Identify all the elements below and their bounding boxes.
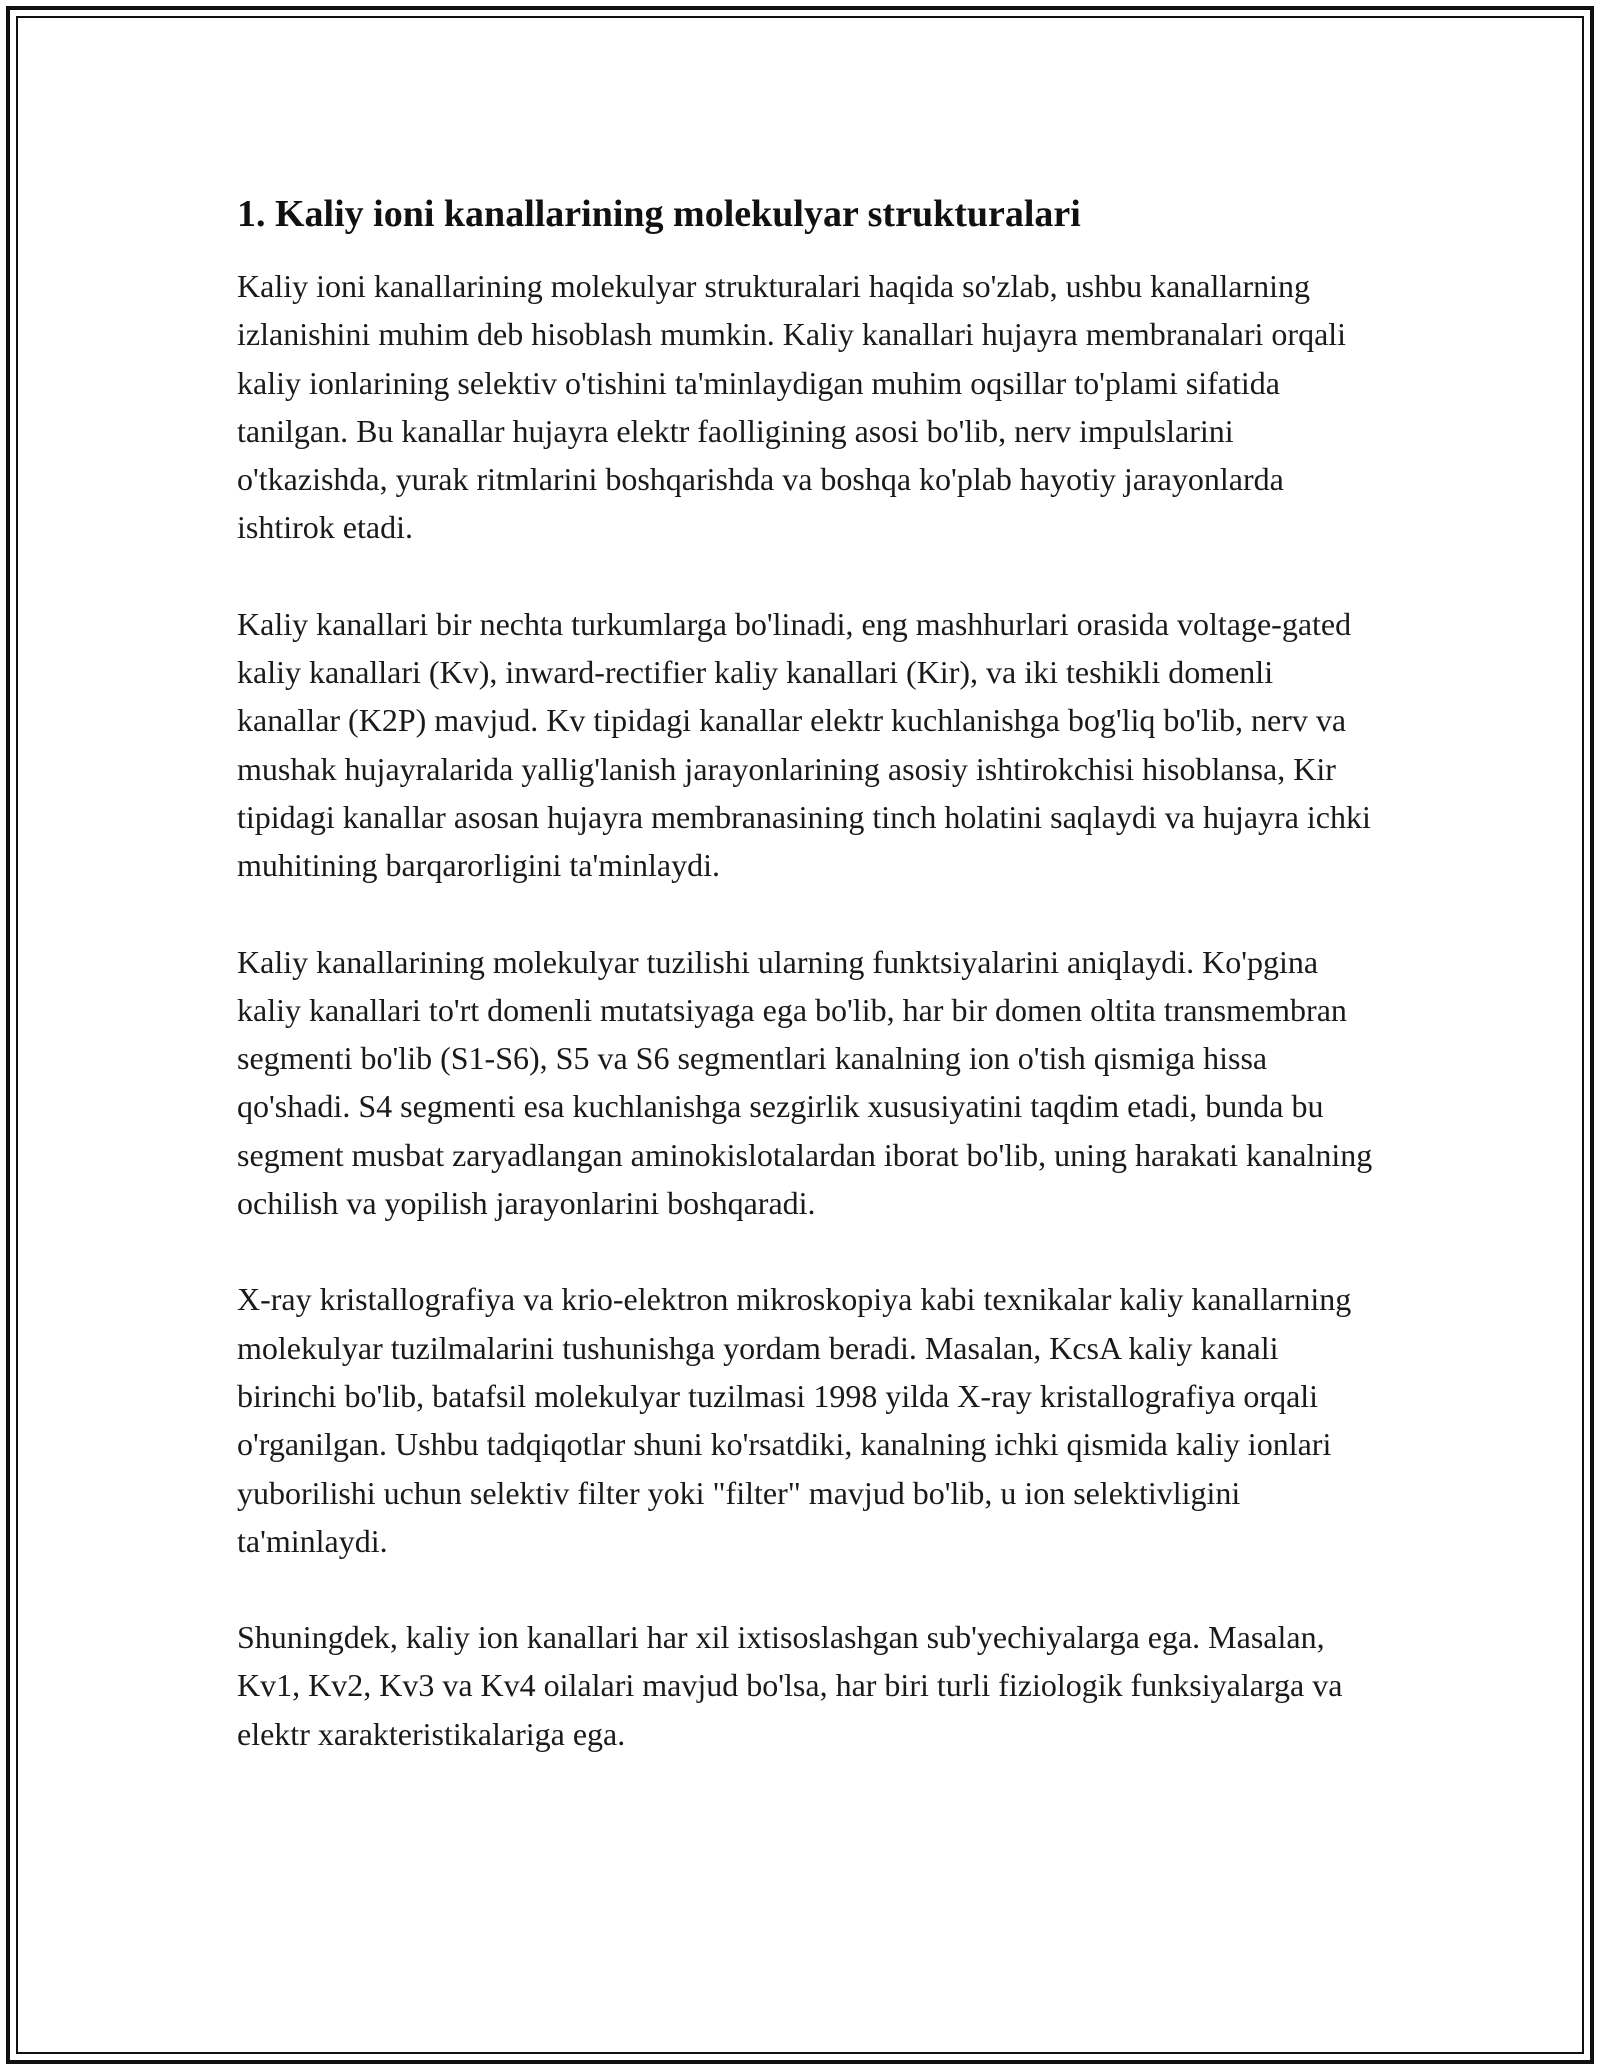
paragraph-5: Shuningdek, kaliy ion kanallari har xil ixtisoslashgan sub'yechiyalarga ega. Masalan, Kv1, Kv2, Kv3 va Kv4 oilalari mavjud bo'lsa, har biri turli fiziologik funksiyalarga va elektr xarakteristikalariga ega. <box>237 1619 1343 1752</box>
paragraph-1: Kaliy ioni kanallarining molekulyar strukturalari haqida so'zlab, ushbu kanallarning izlanishini muhim deb hisoblash mumkin. Kaliy kanallari hujayra membranalari orqali kaliy ionlarining selektiv o'tishini ta'minlaydigan muhim oqsillar to'plami sifatida tanilgan. Bu kanallar hujayra elektr faolligining asosi bo'lib, nerv impulslarini o'tkazishda, yurak ritmlarini boshqarishda va boshqa ko'plab hayotiy jarayonlarda ishtirok etadi. <box>237 268 1347 546</box>
paragraph-3: Kaliy kanallarining molekulyar tuzilishi ularning funktsiyalarini aniqlaydi. Ko'pgina kaliy kanallari to'rt domenli mutatsiyaga ega bo'lib, har bir domen oltita transmembran segmenti bo'lib (S1-S6), S5 va S6 segmentlari kanalning ion o'tish qismiga hissa qo'shadi. S4 segmenti esa kuchlanishga sezgirlik xususiyatini taqdim etadi, bunda bu segment musbat zaryadlangan aminokislotalardan iborat bo'lib, uning harakati kanalning ochilish va yopilish jarayonlarini boshqaradi. <box>237 943 1373 1222</box>
section-heading: 1. Kaliy ioni kanallarining molekulyar strukturalari <box>237 193 1081 235</box>
paragraph-2: Kaliy kanallari bir nechta turkumlarga bo'linadi, eng mashhurlari orasida voltage-gated kaliy kanallari (Kv), inward-rectifier kaliy kanallari (Kir), va iki teshikli domenli kanallar (K2P) mavjud. Kv tipidagi kanallar elektr kuchlanishga bog'liq bo'lib, nerv va mushak hujayralarida yallig'lanish jarayonlarining asosiy ishtirokchisi hisoblansa, Kir tipidagi kanallar asosan hujayra membranasining tinch holatini saqlaydi va hujayra ichki muhitining barqarorligini ta'minlaydi. <box>237 605 1371 884</box>
paragraph-4: X-ray kristallografiya va krio-elektron mikroskopiya kabi texnikalar kaliy kanallarning molekulyar tuzilmalarini tushunishga yordam beradi. Masalan, KcsA kaliy kanali birinchi bo'lib, batafsil molekulyar tuzilmasi 1998 yilda X-ray kristallografiya orqali o'rganilgan. Ushbu tadqiqotlar shuni ko'rsatdiki, kanalning ichki qismida kaliy ionlari yuborilishi uchun selektiv filter yoki "filter" mavjud bo'lib, u ion selektivligini ta'minlaydi. <box>237 1281 1352 1559</box>
document-body <box>237 190 1377 1758</box>
